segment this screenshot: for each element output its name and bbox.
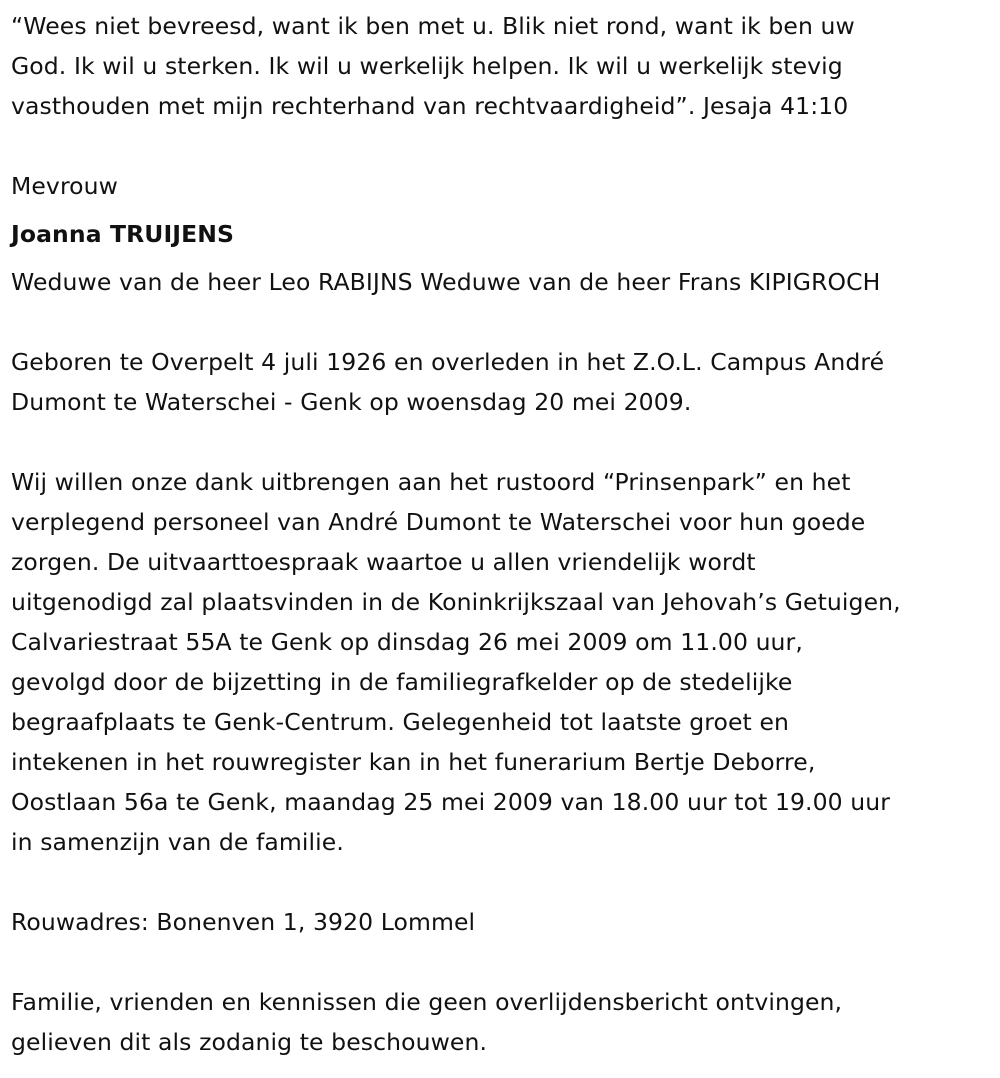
quote-line: vasthouden met mijn rechterhand van rechtvaardigheid”. Jesaja 41:10 [11,92,849,120]
closing-line: gelieven dit als zodanig te beschouwen. [11,1028,488,1056]
birth-death-line: Geboren te Overpelt 4 juli 1926 en overleden in het Z.O.L. Campus André [11,348,885,376]
thanks-line: Calvariestraat 55A te Genk op dinsdag 26 mei 2009 om 11.00 uur, [11,628,803,656]
birth-death-line: Dumont te Waterschei - Genk op woensdag 20 mei 2009. [11,388,692,416]
deceased-name-text: Joanna TRUIJENS [11,220,235,248]
closing-line: Familie, vrienden en kennissen die geen overlijdensbericht ontvingen, [11,988,843,1016]
mourning-address [11,902,993,942]
thanks-line: Oostlaan 56a te Genk, maandag 25 mei 2009 van 18.00 uur tot 19.00 uur [11,788,891,816]
widow-line-text: Weduwe van de heer Leo RABIJNS Weduwe van de heer Frans KIPIGROCH [11,268,881,296]
widow-line [11,262,993,302]
thanks-line: zorgen. De uitvaarttoespraak waartoe u allen vriendelijk wordt [11,548,756,576]
thanks-line: in samenzijn van de familie. [11,828,344,856]
mourning-address-text: Rouwadres: Bonenven 1, 3920 Lommel [11,908,476,936]
closing-paragraph [11,982,993,1062]
deceased-name [11,214,993,254]
bible-quote [11,6,993,126]
birth-death-paragraph [11,342,993,422]
salutation-text: Mevrouw [11,172,118,200]
thanks-line: intekenen in het rouwregister kan in het funerarium Bertje Deborre, [11,748,816,776]
thanks-line: uitgenodigd zal plaatsvinden in de Koninkrijkszaal van Jehovah’s Getuigen, [11,588,901,616]
thanks-line: begraafplaats te Genk-Centrum. Gelegenheid tot laatste groet en [11,708,789,736]
thanks-line: gevolgd door de bijzetting in de familiegrafkelder op de stedelijke [11,668,793,696]
salutation [11,166,993,206]
quote-line: God. Ik wil u sterken. Ik wil u werkelijk helpen. Ik wil u werkelijk stevig [11,52,843,80]
thanks-line: verplegend personeel van André Dumont te Waterschei voor hun goede [11,508,866,536]
quote-line: “Wees niet bevreesd, want ik ben met u. Blik niet rond, want ik ben uw [11,12,855,40]
thanks-paragraph [11,462,993,862]
thanks-line: Wij willen onze dank uitbrengen aan het rustoord “Prinsenpark” en het [11,468,851,496]
